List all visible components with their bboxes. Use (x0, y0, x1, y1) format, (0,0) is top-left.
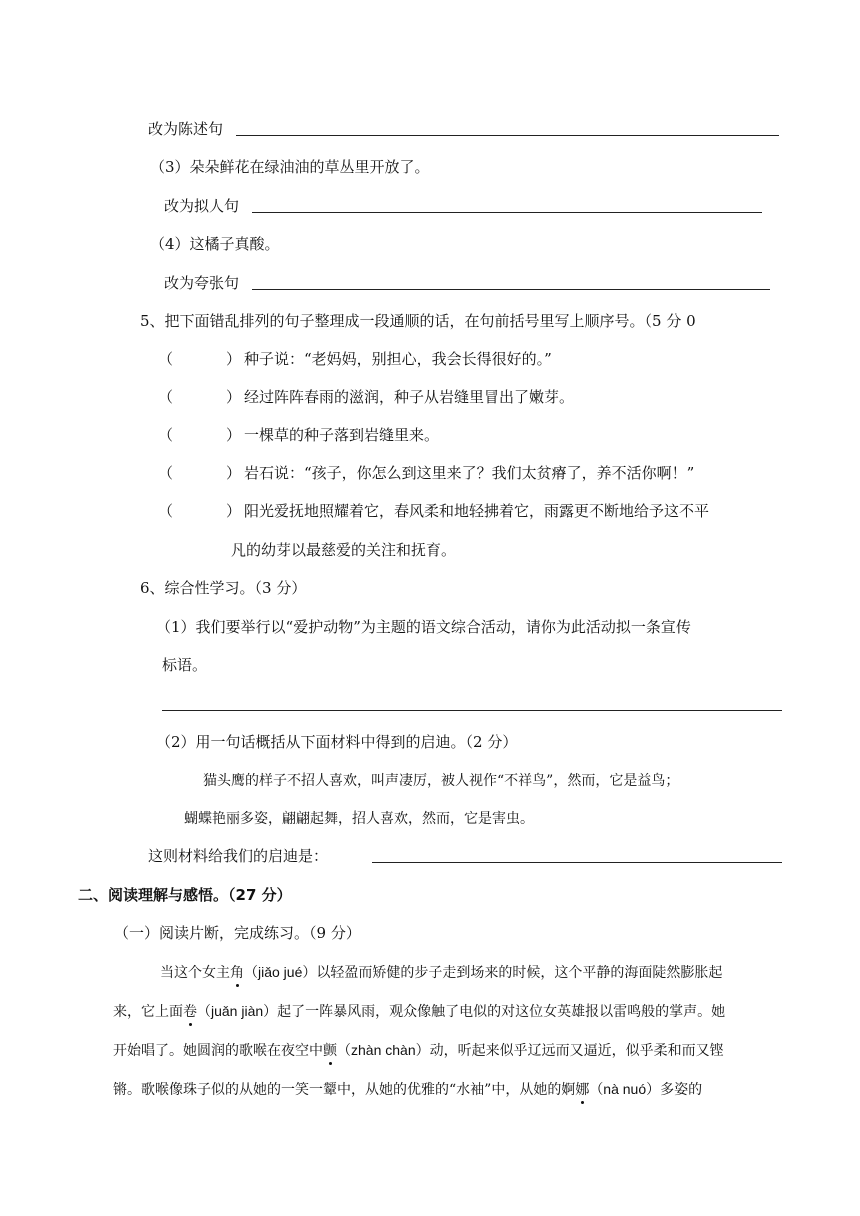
answer-line[interactable] (252, 212, 762, 213)
pinyin-options: （jiǎo jué） (244, 964, 317, 980)
order-bracket-open: （ (158, 426, 174, 444)
part-title: （一）阅读片断，完成练习。（9 分） (114, 924, 361, 942)
q4-item3: （3）朵朵鲜花在绿油油的草丛里开放了。 (150, 158, 430, 176)
answer-line[interactable] (236, 135, 779, 136)
sentence-item: 阳光爱抚地照耀着它，春风柔和地轻拂着它，雨露更不断地给予这不平 (244, 502, 710, 520)
rewrite-exaggeration-label: 改为夸张句 (164, 274, 240, 292)
dotted-char: 颤 (323, 1043, 337, 1059)
q6-sub1: （1）我们要举行以“爱护动物”为主题的语文综合活动，请你为此活动拟一条宣传 (156, 618, 691, 636)
material-text: 猫头鹰的样子不招人喜欢，叫声凄厉，被人视作“不祥鸟”，然而，它是益鸟； (203, 773, 680, 789)
dotted-char: 角 (230, 965, 244, 981)
sentence-item: 经过阵阵春雨的滋润，种子从岩缝里冒出了嫩芽。 (244, 388, 575, 406)
pinyin-options: （zhàn chàn） (337, 1042, 430, 1058)
order-bracket-close: ） (226, 350, 242, 368)
order-bracket-open: （ (158, 388, 174, 406)
sentence-item-continuation: 凡的幼芽以最慈爱的关注和抚育。 (231, 541, 457, 559)
q6-sub2: （2）用一句话概括从下面材料中得到的启迪。（2 分） (156, 733, 518, 751)
sentence-item: 种子说：“老妈妈，别担心，我会长得很好的。” (244, 350, 552, 368)
sentence-item: 岩石说：“孩子，你怎么到这里来了？我们太贫瘠了，养不活你啊！” (244, 464, 695, 482)
rewrite-personification-label: 改为拟人句 (164, 197, 240, 215)
pinyin-options: （nà nuó） (589, 1081, 661, 1097)
q6-title: 6、综合性学习。（3 分） (140, 579, 307, 597)
passage-line: 锵。歌喉像珠子似的从她的一笑一颦中，从她的优雅的“水袖”中，从她的婀娜（nà nuó）多姿的 (113, 1081, 703, 1098)
passage-line: 来，它上面卷（juǎn jiàn）起了一阵暴风雨，观众像触了电似的对这位女英雄报以雷鸣般的掌声。她 (113, 1003, 726, 1020)
q5-title: 5、把下面错乱排列的句子整理成一段通顺的话，在句前括号里写上顺序号。（5 分 0 (140, 312, 696, 330)
q4-item4: （4）这橘子真酸。 (150, 235, 280, 253)
order-bracket-close: ） (226, 502, 242, 520)
order-bracket-open: （ (158, 464, 174, 482)
dotted-char: 娜 (575, 1082, 590, 1098)
section-title: 二、阅读理解与感悟。（27 分） (78, 886, 292, 904)
passage-line: 开始唱了。她圆润的歌喉在夜空中颤（zhàn chàn）动，听起来似乎辽远而又逼近，似乎柔和而又铿 (113, 1042, 724, 1059)
rewrite-declarative-label: 改为陈述句 (148, 120, 224, 138)
answer-label: 这则材料给我们的启迪是： (148, 847, 329, 865)
order-bracket-close: ） (226, 426, 242, 444)
order-bracket-close: ） (226, 464, 242, 482)
passage-line: 当这个女主角（jiǎo jué）以轻盈而矫健的步子走到场来的时候，这个平静的海面陡然膨胀起 (160, 964, 723, 981)
answer-line[interactable] (162, 710, 782, 711)
pinyin-options: （juǎn jiàn） (197, 1003, 278, 1019)
order-bracket-open: （ (158, 350, 174, 368)
order-bracket-close: ） (226, 388, 242, 406)
order-bracket-open: （ (158, 502, 174, 520)
material-text: 蝴蝶艳丽多姿，翩翩起舞，招人喜欢，然而，它是害虫。 (184, 811, 534, 827)
sentence-item: 一棵草的种子落到岩缝里来。 (244, 426, 440, 444)
q6-sub1-cont: 标语。 (162, 656, 208, 674)
answer-line[interactable] (372, 862, 782, 863)
answer-line[interactable] (252, 289, 770, 290)
dotted-char: 卷 (183, 1004, 197, 1020)
